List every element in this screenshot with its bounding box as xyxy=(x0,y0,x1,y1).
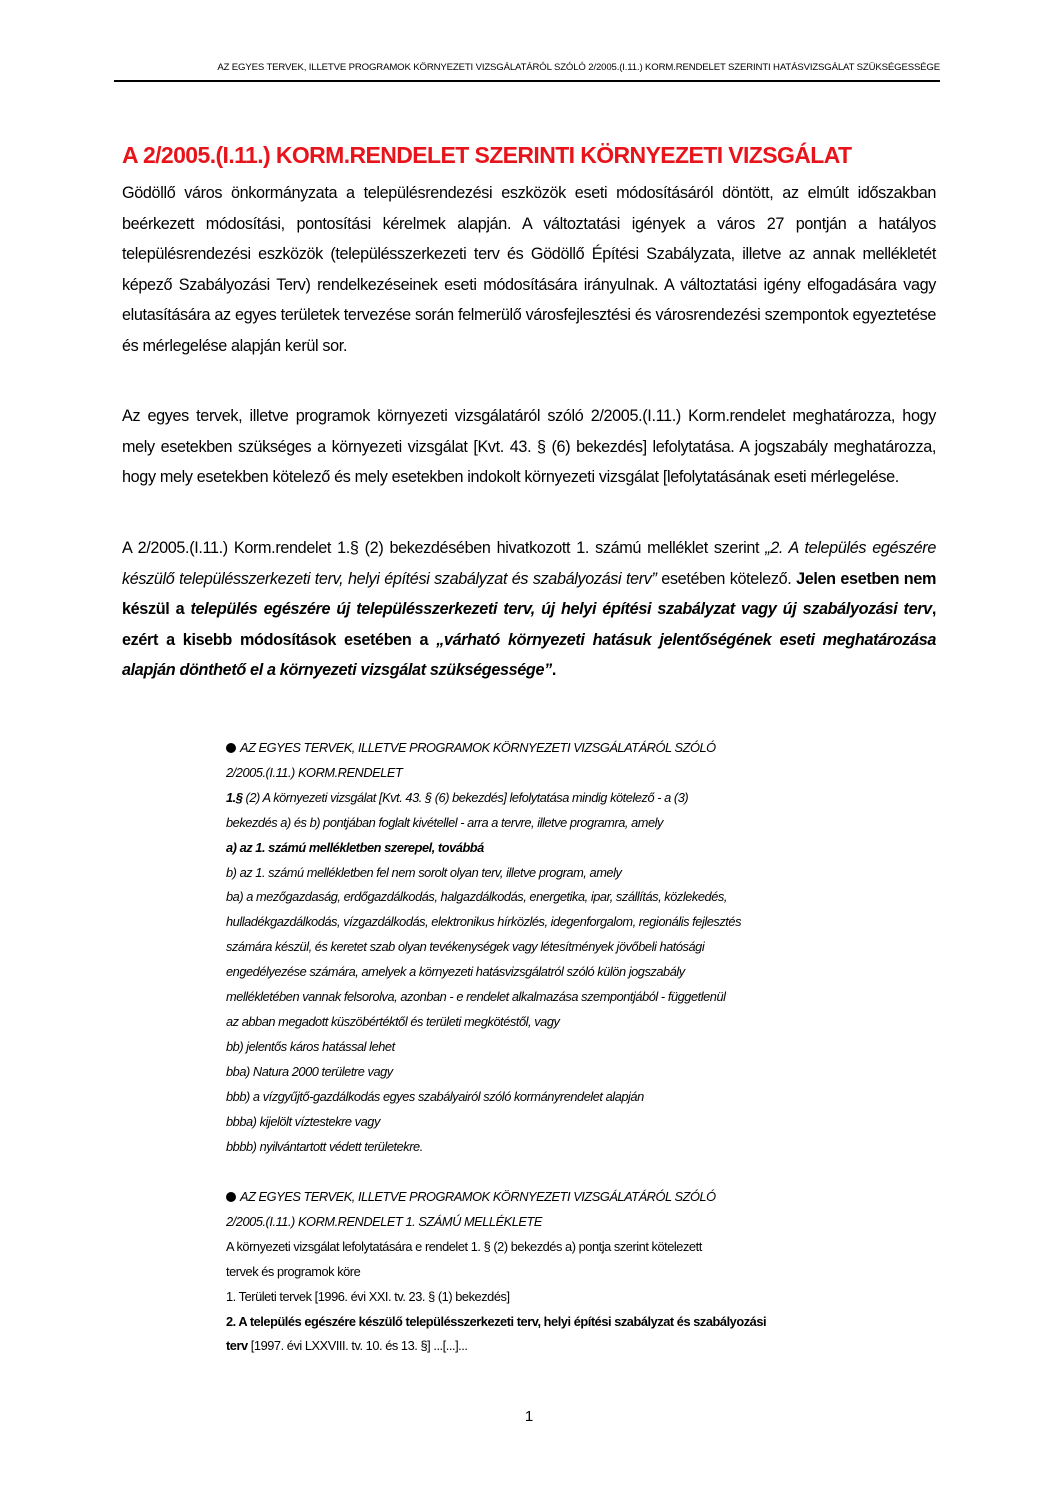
bullet-icon xyxy=(226,743,236,753)
p3-bold-italic-2: „várható környezeti hatásuk jelentőségének eseti meghatározása alapján dönthető el a környezeti vizsgálat szükségessége” xyxy=(122,630,936,680)
quote1-section-mark: 1.§ xyxy=(226,789,243,805)
quote2-line: A környezeti vizsgálat lefolytatására e rendelet 1. § (2) bekezdés a) pontja szerint kötelezett xyxy=(226,1238,702,1254)
quote1-line xyxy=(226,786,946,811)
p3-bold-1: Jelen esetben nem készül a xyxy=(122,569,937,619)
quote1-line: bbba) kijelölt víztestekre vagy xyxy=(226,1113,380,1129)
p3-bold-3: . xyxy=(551,661,557,680)
quote1-line-text: (2) A környezeti vizsgálat [Kvt. 43. § (6) bekezdés] lefolytatása mindig kötelező - a (3) xyxy=(242,789,689,805)
quote1-line: az abban megadott küszöbértéktől és területi megkötéstől, vagy xyxy=(226,1013,560,1029)
quote1-line: bba) Natura 2000 területre vagy xyxy=(226,1063,393,1079)
quote1-line: a) az 1. számú mellékletben szerepel, továbbá xyxy=(226,839,484,855)
quote-block-regulation xyxy=(226,736,946,1159)
quote1-line: bb) jelentős káros hatással lehet xyxy=(226,1038,395,1054)
quote2-heading-line-1 xyxy=(226,1185,946,1210)
bullet-icon xyxy=(226,1192,236,1202)
p3-quote-annex: „2. A település egészére készülő településszerkezeti terv, helyi építési szabályzat és szabályozási terv” xyxy=(122,539,936,588)
paragraph-regulation: Az egyes tervek, illetve programok környezeti vizsgálatáról szóló 2/2005.(I.11.) Korm.rendelet meghatározza, hogy mely esetekben szükséges a környezeti vizsgálat [Kvt. 43. § (6) bekezdés] lefolytatása. A jogszabály meghatározza, hogy mely esetekben kötelező és mely esetekben indokolt környezeti vizsgálat [lefolytatásának eseti mérlegelése. xyxy=(122,407,936,487)
quote1-heading-line-2: 2/2005.(I.11.) KORM.RENDELET xyxy=(226,764,403,780)
p3-text-2: esetében kötelező. xyxy=(656,569,797,588)
quote1-line: b) az 1. számú mellékletben fel nem sorolt olyan terv, illetve program, amely xyxy=(226,864,622,880)
quote1-line: ba) a mezőgazdaság, erdőgazdálkodás, halgazdálkodás, energetika, ipar, szállítás, közlekedés, xyxy=(226,889,727,905)
paragraph-annex-reference xyxy=(122,533,936,686)
quote2-heading-text-1: AZ EGYES TERVEK, ILLETVE PROGRAMOK KÖRNYEZETI VIZSGÁLATÁRÓL SZÓLÓ xyxy=(240,1189,716,1204)
quote1-line: mellékletében vannak felsorolva, azonban - e rendelet alkalmazása szempontjából - függetlenül xyxy=(226,989,726,1005)
quote1-line: bbb) a vízgyűjtő-gazdálkodás egyes szabályairól szóló kormányrendelet alapján xyxy=(226,1088,644,1104)
quote1-line: számára készül, és keretet szab olyan tevékenységek vagy létesítmények jövőbeli hatósági xyxy=(226,939,705,955)
quote1-heading-line-1 xyxy=(226,736,946,761)
quote1-line: bbbb) nyilvántartott védett területekre. xyxy=(226,1138,423,1154)
p3-bold-2: , ezért a kisebb módosítások esetében a xyxy=(122,600,936,649)
quote1-line: bekezdés a) és b) pontjában foglalt kivétellel - arra a tervre, illetve programra, amely xyxy=(226,814,663,830)
quote1-line: engedélyezése számára, amelyek a környezeti hatásvizsgálatról szóló külön jogszabály xyxy=(226,964,685,980)
section-title: A 2/2005.(I.11.) KORM.RENDELET SZERINTI KÖRNYEZETI VIZSGÁLAT xyxy=(122,142,852,168)
quote2-line-text: [1997. évi LXXVIII. tv. 10. és 13. §] ...[...]... xyxy=(247,1338,468,1354)
quote2-bold-term: terv xyxy=(226,1338,248,1354)
quote2-heading-line-2: 2/2005.(I.11.) KORM.RENDELET 1. SZÁMÚ MELLÉKLETE xyxy=(226,1213,542,1229)
quote1-heading-text-1: AZ EGYES TERVEK, ILLETVE PROGRAMOK KÖRNYEZETI VIZSGÁLATÁRÓL SZÓLÓ xyxy=(240,740,716,755)
p3-text-1: A 2/2005.(I.11.) Korm.rendelet 1.§ (2) bekezdésében hivatkozott 1. számú melléklet szerint xyxy=(122,539,766,557)
header-rule xyxy=(114,80,940,82)
running-header: AZ EGYES TERVEK, ILLETVE PROGRAMOK KÖRNYEZETI VIZSGÁLATÁRÓL SZÓLÓ 2/2005.(I.11.) KORM.RENDELET SZERINTI HATÁSVIZSGÁLAT SZÜKSÉGESSÉGE xyxy=(217,62,940,73)
quote1-line: hulladékgazdálkodás, vízgazdálkodás, elektronikus hírközlés, idegenforgalom, regionális fejlesztés xyxy=(226,914,742,930)
p3-bold-italic-1: település egészére új településszerkezeti terv, új helyi építési szabályzat vagy új szabályozási terv xyxy=(190,600,932,619)
quote-block-annex xyxy=(226,1185,946,1359)
quote2-line: 2. A település egészére készülő településszerkezeti terv, helyi építési szabályzat és szabályozási xyxy=(226,1313,767,1329)
quote2-line xyxy=(226,1334,946,1359)
quote2-line: tervek és programok köre xyxy=(226,1263,361,1279)
paragraph-intro: Gödöllő város önkormányzata a településrendezési eszközök eseti módosításáról döntött, az elmúlt időszakban beérkezett módosítási, pontosítási kérelmek alapján. A változtatási igények a város 27 pontján a hatályos településrendezési eszközök (településszerkezeti terv és Gödöllő Építési Szabályzata, illetve az annak mellékletét képező Szabályozási Terv) rendelkezéseinek eseti módosítására irányulnak. A változtatási igény elfogadására vagy elutasítására az egyes területek tervezése során felmerülő városfejlesztési és városrendezési szempontok egyeztetése és mérlegelése alapján kerül sor. xyxy=(122,184,936,355)
quote2-line: 1. Területi tervek [1996. évi XXI. tv. 23. § (1) bekezdés] xyxy=(226,1288,510,1304)
page-number: 1 xyxy=(524,1408,534,1425)
